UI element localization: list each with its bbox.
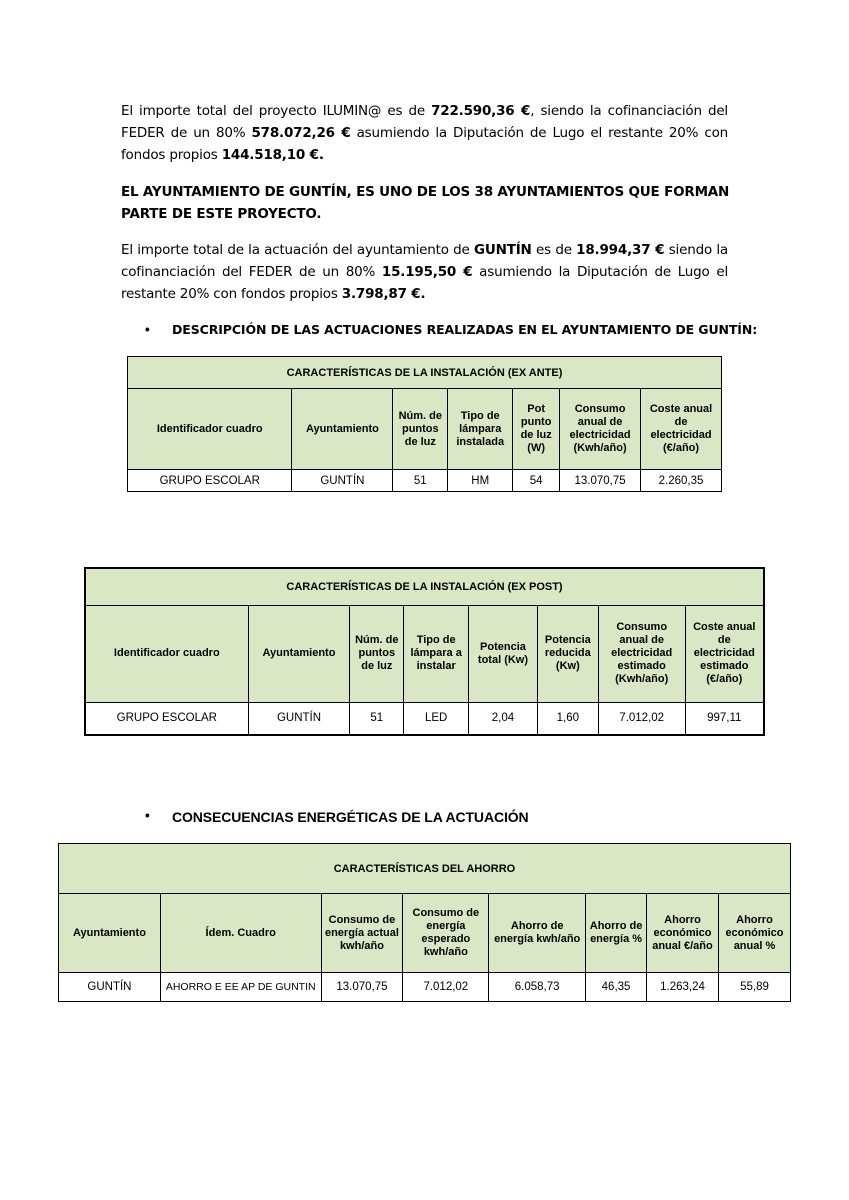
cell: 6.058,73: [489, 973, 586, 1002]
cell: LED: [404, 702, 469, 735]
cell: 51: [350, 702, 404, 735]
header-cell: Ayuntamiento: [59, 894, 161, 973]
header-cell: Núm. de puntos de luz: [393, 389, 448, 470]
header-cell: Identificador cuadro: [85, 605, 248, 702]
guntin-total-paragraph: [121, 239, 728, 305]
cell: GRUPO ESCOLAR: [85, 702, 248, 735]
cell: AHORRO E EE AP DE GUNTIN: [160, 973, 321, 1002]
bold-amount: 722.590,36 €: [431, 103, 531, 119]
table-ex-post: [84, 567, 765, 736]
cell: GUNTÍN: [292, 470, 393, 492]
header-cell: Ahorro económico anual €/año: [647, 894, 719, 973]
table-row: [85, 702, 764, 735]
text: es de: [531, 242, 577, 258]
header-cell: Coste anual de electricidad (€/año): [641, 389, 722, 470]
cell: 1.263,24: [647, 973, 719, 1002]
header-cell: Consumo de energía esperado kwh/año: [403, 894, 489, 973]
header-cell: Tipo de lámpara instalada: [448, 389, 513, 470]
cell: 2.260,35: [641, 470, 722, 492]
bold-text: GUNTÍN: [473, 242, 532, 258]
header-cell: Identificador cuadro: [128, 389, 292, 470]
table-title: CARACTERÍSTICAS DE LA INSTALACIÓN (EX POST): [85, 568, 764, 605]
cell: 7.012,02: [403, 973, 489, 1002]
guntin-heading: EL AYUNTAMIENTO DE GUNTÍN, ES UNO DE LOS 38 AYUNTAMIENTOS QUE FORMAN PARTE DE ESTE PROYECTO.: [121, 184, 730, 222]
text: El importe total del proyecto ILUMIN@ es de: [121, 103, 432, 119]
table-row: [128, 470, 722, 492]
cell: 997,11: [685, 702, 764, 735]
table-ex-ante: [127, 356, 722, 492]
table-row: [59, 973, 791, 1002]
text: El importe total de la actuación del ayuntamiento de: [121, 242, 474, 258]
project-total-paragraph: [121, 100, 728, 166]
header-cell: Ahorro de energía kwh/año: [489, 894, 586, 973]
header-cell: Consumo de energía actual kwh/año: [321, 894, 403, 973]
text: , siendo la cofinanciación del FEDER de un 80%: [121, 103, 728, 141]
cell: 7.012,02: [598, 702, 685, 735]
bold-amount: 144.518,10 €.: [221, 147, 324, 163]
header-cell: Núm. de puntos de luz: [350, 605, 404, 702]
header-cell: Consumo anual de electricidad (Kwh/año): [560, 389, 641, 470]
table-ahorro: [58, 843, 791, 1002]
header-cell: Consumo anual de electricidad estimado (Kwh/año): [598, 605, 685, 702]
header-cell: Tipo de lámpara a instalar: [404, 605, 469, 702]
cell: 1,60: [537, 702, 598, 735]
header-cell: Ayuntamiento: [292, 389, 393, 470]
header-cell: Ídem. Cuadro: [160, 894, 321, 973]
header-cell: Ahorro de energía %: [586, 894, 647, 973]
bullet-symbol: •: [145, 808, 150, 823]
table-title: CARACTERÍSTICAS DEL AHORRO: [59, 844, 791, 894]
cell: 46,35: [586, 973, 647, 1002]
cell: 55,89: [718, 973, 790, 1002]
bold-amount: 3.798,87 €.: [341, 286, 426, 302]
cell: 13.070,75: [321, 973, 403, 1002]
cell: 54: [513, 470, 560, 492]
cell: 2,04: [469, 702, 538, 735]
cell: GUNTÍN: [248, 702, 350, 735]
bold-amount: 578.072,26 €: [251, 125, 351, 141]
text: asumiendo la Diputación de Lugo el restante 20% con fondos propios: [121, 264, 728, 302]
bullet-consecuencias: CONSECUENCIAS ENERGÉTICAS DE LA ACTUACIÓN: [172, 809, 529, 825]
cell: 51: [393, 470, 448, 492]
cell: HM: [448, 470, 513, 492]
table-title: CARACTERÍSTICAS DE LA INSTALACIÓN (EX ANTE): [128, 357, 722, 389]
bold-amount: 15.195,50 €: [381, 264, 473, 280]
bullet-descripcion: DESCRIPCIÓN DE LAS ACTUACIONES REALIZADAS EN EL AYUNTAMIENTO DE GUNTÍN:: [172, 322, 758, 337]
header-cell: Ayuntamiento: [248, 605, 350, 702]
cell: GUNTÍN: [59, 973, 161, 1002]
header-cell: Pot punto de luz (W): [513, 389, 560, 470]
bullet-symbol: •: [145, 322, 150, 337]
cell: GRUPO ESCOLAR: [128, 470, 292, 492]
header-cell: Potencia total (Kw): [469, 605, 538, 702]
cell: 13.070,75: [560, 470, 641, 492]
text: asumiendo la Diputación de Lugo el restante 20% con fondos propios: [121, 125, 728, 163]
header-cell: Ahorro económico anual %: [718, 894, 790, 973]
header-cell: Potencia reducida (Kw): [537, 605, 598, 702]
header-cell: Coste anual de electricidad estimado (€/año): [685, 605, 764, 702]
bold-amount: 18.994,37 €: [576, 242, 665, 258]
text: siendo la cofinanciación del FEDER de un 80%: [121, 242, 728, 280]
